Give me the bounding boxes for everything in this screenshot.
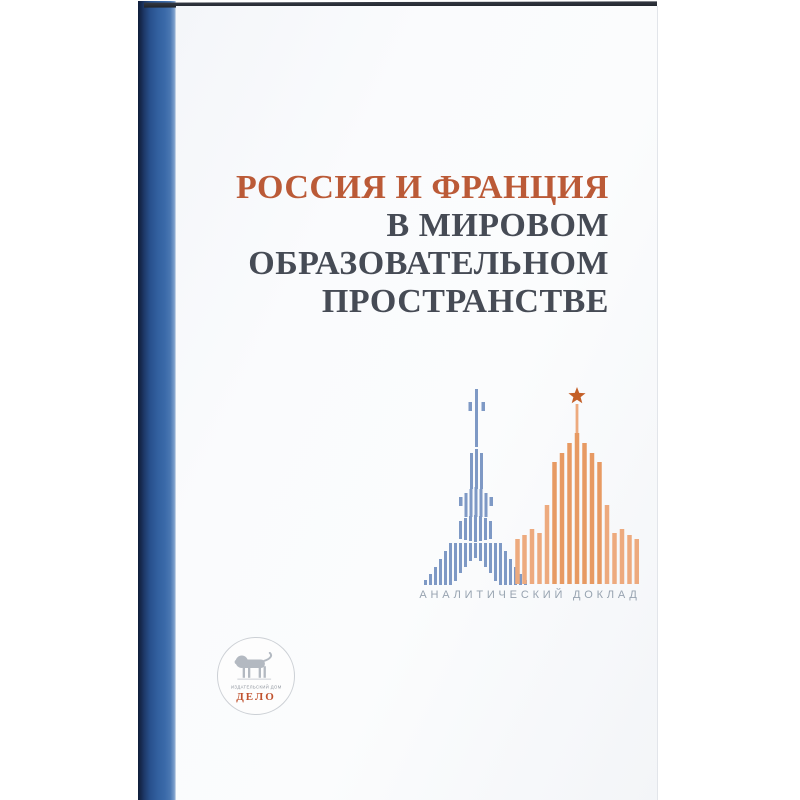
publisher-logo [217,637,295,715]
book-cover-photo [138,0,658,800]
title-line-1: РОССИЯ И ФРАНЦИЯ [235,169,609,206]
star-icon [568,387,585,403]
title-line-4: ПРОСТРАНСТВЕ [321,283,609,320]
book-front-cover [176,6,658,800]
book-spine [138,1,176,800]
lion-icon [229,652,283,684]
publisher-logo-name: ДЕЛО [236,690,276,703]
book-title [189,169,609,321]
title-line-2: В МИРОВОМ [386,207,609,244]
moscow-tower-icon [515,387,640,587]
title-line-3: ОБРАЗОВАТЕЛЬНОМ [248,245,609,282]
publisher-logo-line1: ИЗДАТЕЛЬСКИЙ ДОМ [230,684,282,690]
subtitle-analytical-report: АНАЛИТИЧЕСКИЙ ДОКЛАД [419,589,641,601]
